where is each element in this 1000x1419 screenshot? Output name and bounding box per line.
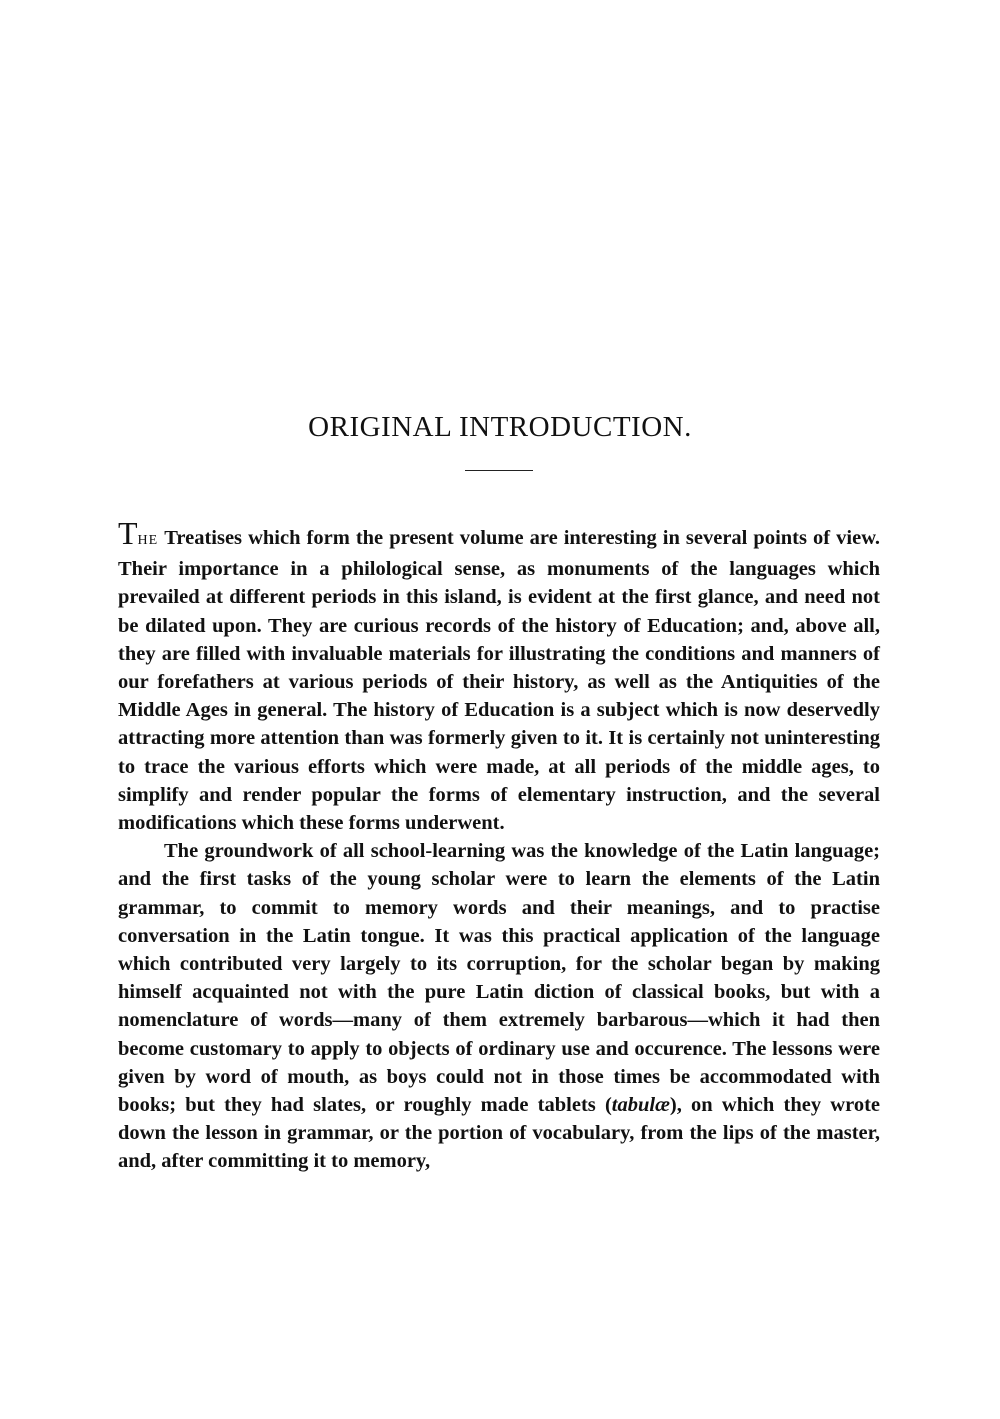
- page-title: ORIGINAL INTRODUCTION.: [308, 411, 692, 444]
- paragraph-2-text-start: The groundwork of all school-learning was the knowledge of the Latin language; and the first tasks of the young scholar were to learn the elements of the Latin grammar, to commit to memory words and their meanings, and to practise conversation in the Latin tongue. It was this practical application of the language which contributed very largely to its corruption, for the scholar began by making himself acquainted not with the pure Latin diction of classical books, but with a nomenclature of words—many of them extremely barbarous—which it had then become customary to apply to objects of ordinary use and occurence. The lessons were given by word of mouth, as boys could not in those times be accommodated with books; but they had slates, or roughly made tablets (: [118, 840, 880, 1117]
- italic-term: tabulæ: [611, 1094, 670, 1117]
- paragraph-2-text-end: ), on which they wrote down the lesson in grammar, or the portion of vocabulary, from the lips of the master, and, after committing it to memory,: [118, 1094, 880, 1173]
- drop-cap: T: [118, 515, 138, 551]
- body-text: [118, 515, 880, 1176]
- small-caps-text: HE: [137, 533, 159, 548]
- paragraph-1-text: Treatises which form the present volume are interesting in several points of view. Their importance in a philological sense, as monuments of the languages which prevailed at different periods in this island, is evident at the first glance, and need not be dilated upon. They are curious records of the history of Education; and, above all, they are filled with invaluable materials for illustrating the conditions and manners of our forefathers at various periods of their history, as well as the Antiquities of the Middle Ages in general. The history of Education is a subject which is now deservedly attracting more attention than was formerly given to it. It is certainly not uninteresting to trace the various efforts which were made, at all periods of the middle ages, to simplify and render popular the forms of elementary instruction, and the several modifications which these forms underwent.: [118, 527, 880, 835]
- paragraph-1: [118, 515, 880, 837]
- paragraph-2: [118, 837, 880, 1175]
- title-divider: [465, 470, 533, 471]
